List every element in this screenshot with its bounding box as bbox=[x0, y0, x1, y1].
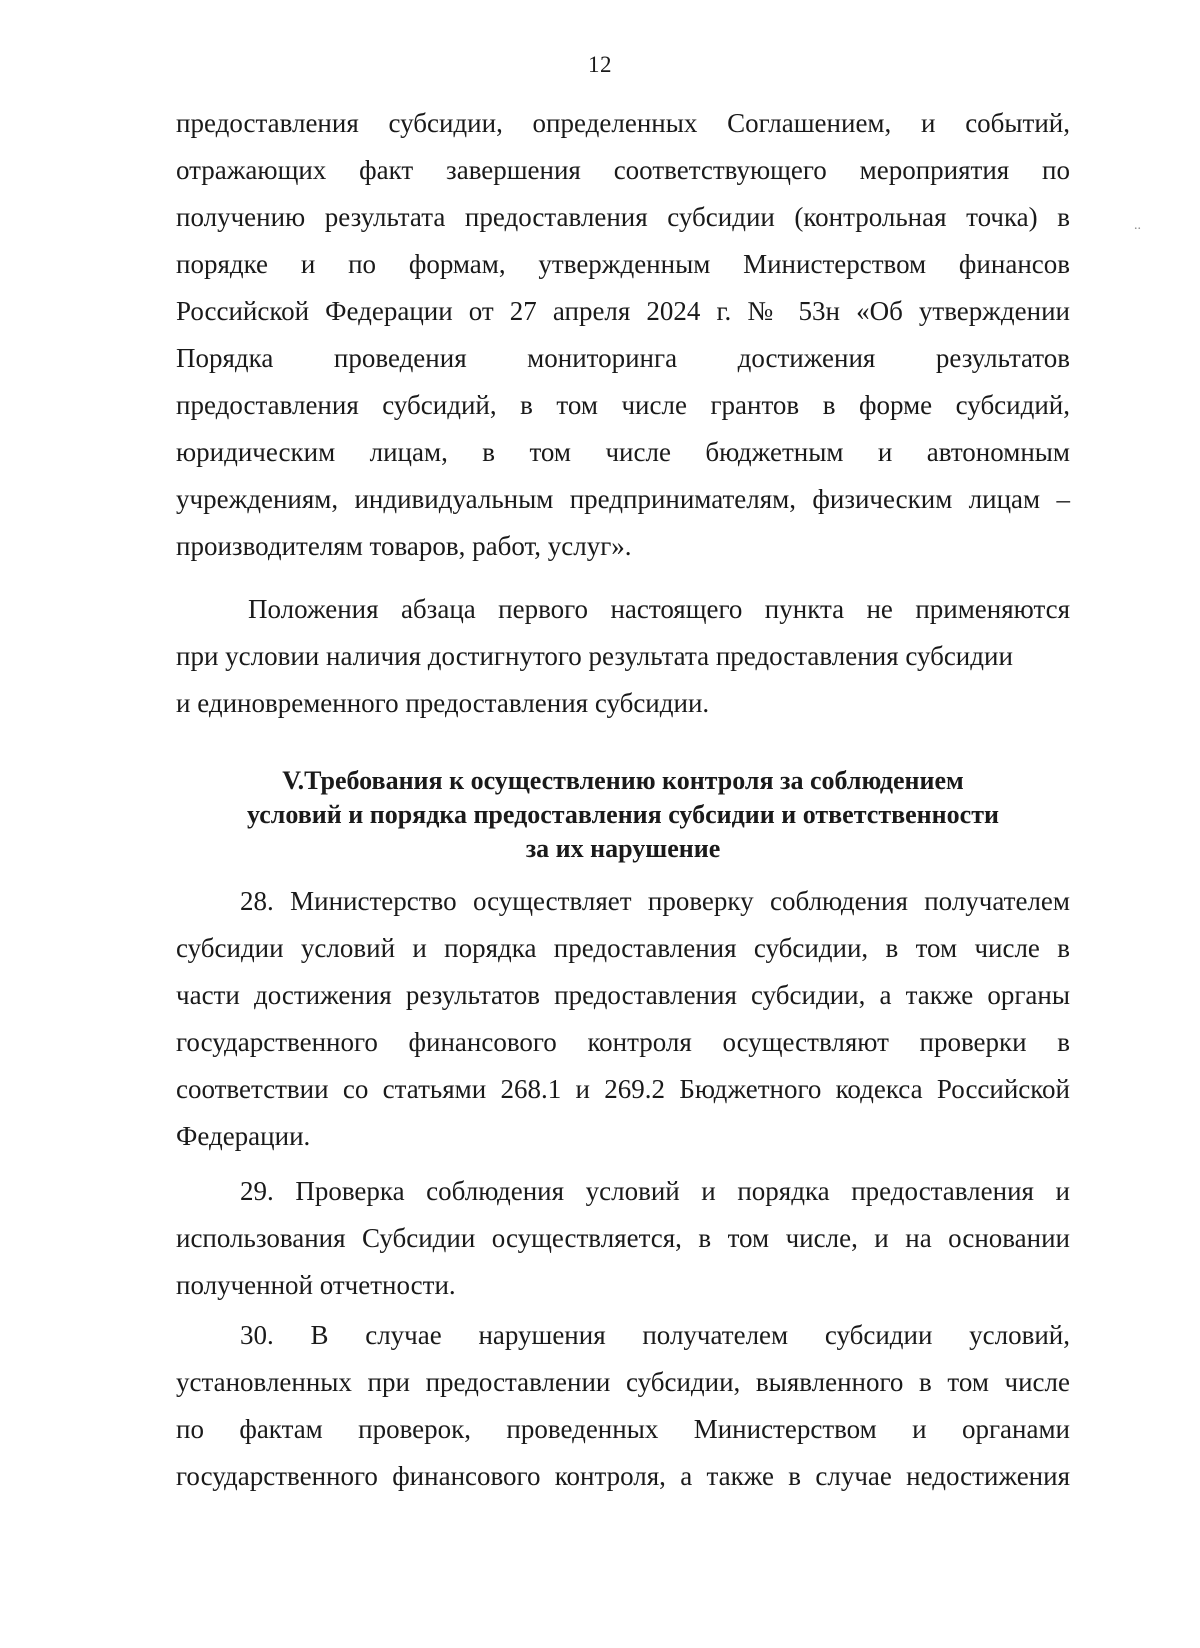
text-line: Порядка проведения мониторинга достижения результатов bbox=[176, 343, 1070, 373]
text-line: Российской Федерации от 27 апреля 2024 г. № 53н «Об утверждении bbox=[176, 296, 1070, 326]
text-line: предоставления субсидий, в том числе грантов в форме субсидий, bbox=[176, 390, 1070, 420]
text-line: 30. В случае нарушения получателем субсидии условий, bbox=[240, 1320, 1070, 1350]
page-number: 12 bbox=[588, 52, 612, 77]
heading-line: условий и порядка предоставления субсидии и ответственности bbox=[247, 800, 999, 829]
text-line: предоставления субсидии, определенных Соглашением, и событий, bbox=[176, 108, 1070, 138]
paragraph-28 bbox=[176, 878, 1070, 1160]
text-line: установленных при предоставлении субсидии, выявленного в том числе bbox=[176, 1367, 1070, 1397]
text-line: полученной отчетности. bbox=[176, 1270, 456, 1300]
text-line: получению результата предоставления субсидии (контрольная точка) в bbox=[176, 202, 1070, 232]
text-line: Положения абзаца первого настоящего пункта не применяются bbox=[248, 594, 1070, 624]
text-line: Федерации. bbox=[176, 1121, 311, 1151]
paragraph-30 bbox=[176, 1312, 1070, 1500]
text-line: отражающих факт завершения соответствующего мероприятия по bbox=[176, 155, 1070, 185]
text-line: и единовременного предоставления субсидии. bbox=[176, 688, 710, 718]
text-line: государственного финансового контроля, а также в случае недостижения bbox=[176, 1461, 1070, 1491]
text-line: при условии наличия достигнутого результата предоставления субсидии bbox=[176, 641, 1013, 671]
paragraph-continuation bbox=[176, 100, 1070, 570]
text-line: соответствии со статьями 268.1 и 269.2 Бюджетного кодекса Российской bbox=[176, 1074, 1070, 1104]
paragraph-29 bbox=[176, 1168, 1070, 1309]
text-line: использования Субсидии осуществляется, в том числе, и на основании bbox=[176, 1223, 1070, 1253]
text-line: субсидии условий и порядка предоставления субсидии, в том числе в bbox=[176, 933, 1070, 963]
scan-speck: .. bbox=[1134, 218, 1141, 233]
text-line: порядке и по формам, утвержденным Министерством финансов bbox=[176, 249, 1070, 279]
text-line: 28. Министерство осуществляет проверку соблюдения получателем bbox=[240, 886, 1070, 916]
heading-line: V.Требования к осуществлению контроля за соблюдением bbox=[282, 766, 964, 795]
paragraph-provisions bbox=[176, 586, 1070, 727]
text-line: 29. Проверка соблюдения условий и порядка предоставления и bbox=[240, 1176, 1070, 1206]
text-line: производителям товаров, работ, услуг». bbox=[176, 531, 632, 561]
text-line: по фактам проверок, проведенных Министерством и органами bbox=[176, 1414, 1070, 1444]
text-line: учреждениям, индивидуальным предпринимателям, физическим лицам – bbox=[176, 484, 1070, 514]
text-line: части достижения результатов предоставления субсидии, а также органы bbox=[176, 980, 1070, 1010]
section-heading bbox=[176, 764, 1070, 866]
heading-line: за их нарушение bbox=[525, 834, 721, 863]
text-line: государственного финансового контроля осуществляют проверки в bbox=[176, 1027, 1070, 1057]
text-line: юридическим лицам, в том числе бюджетным и автономным bbox=[176, 437, 1070, 467]
